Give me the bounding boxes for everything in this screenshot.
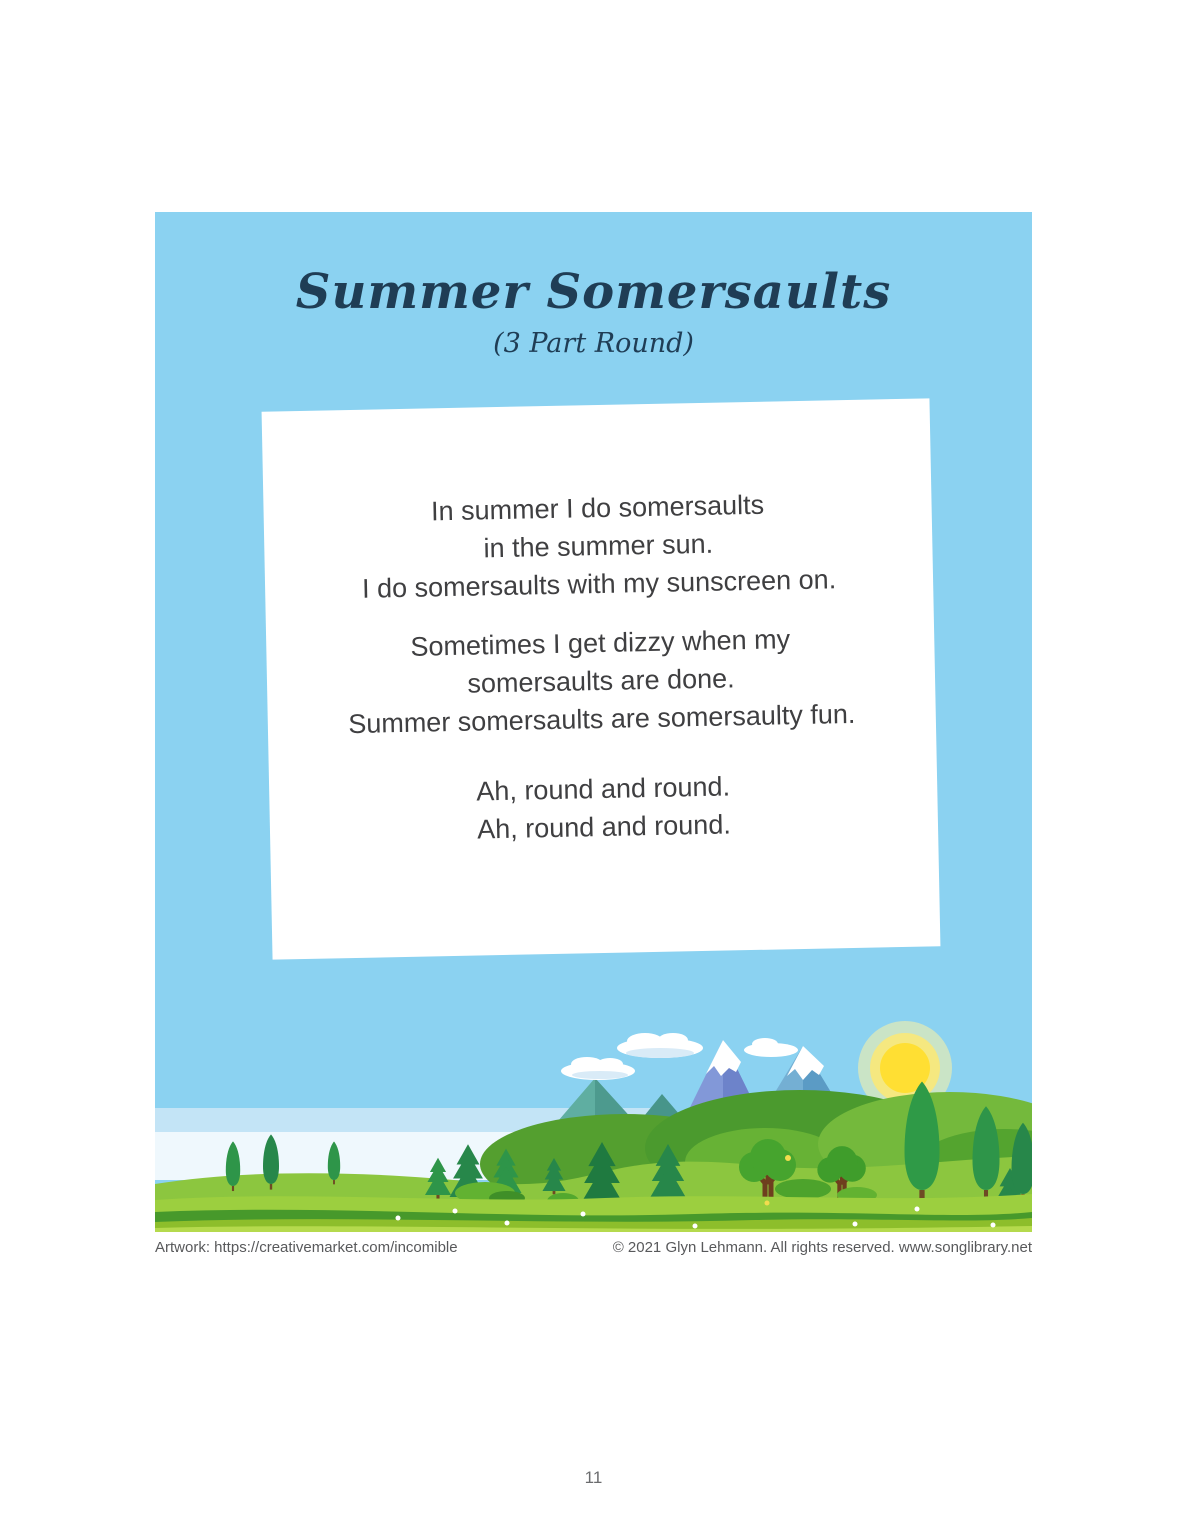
artwork-credit: Artwork: https://creativemarket.com/incomible	[155, 1239, 458, 1256]
lyric-line: Sometimes I get dizzy when my	[410, 624, 791, 662]
page-number: 11	[584, 1468, 603, 1487]
song-card	[155, 212, 1032, 1232]
footer	[155, 1239, 1032, 1256]
lyric-line: somersaults are done.	[467, 663, 735, 699]
lyric-line: Ah, round and round.	[476, 809, 732, 845]
lyric-line: In summer I do somersaults	[430, 489, 765, 527]
lyric-line: Ah, round and round.	[476, 771, 731, 807]
landscape-illustration	[155, 1012, 1032, 1232]
lyrics-panel	[262, 398, 941, 959]
song-title: Summer Somersaults	[295, 264, 892, 320]
stanza-2	[266, 617, 936, 744]
clouds	[561, 1033, 798, 1080]
lyric-line: Summer somersaults are somersaulty fun.	[347, 698, 856, 740]
copyright-notice: © 2021 Glyn Lehmann. All rights reserved. www.songlibrary.net	[612, 1239, 1032, 1256]
stanza-3	[269, 763, 938, 852]
meadow	[155, 1194, 1032, 1232]
lyric-line: in the summer sun.	[483, 528, 714, 564]
song-subtitle: (3 Part Round)	[493, 328, 694, 359]
lyric-line: I do somersaults with my sunscreen on.	[361, 564, 837, 604]
stanza-1	[263, 482, 933, 609]
